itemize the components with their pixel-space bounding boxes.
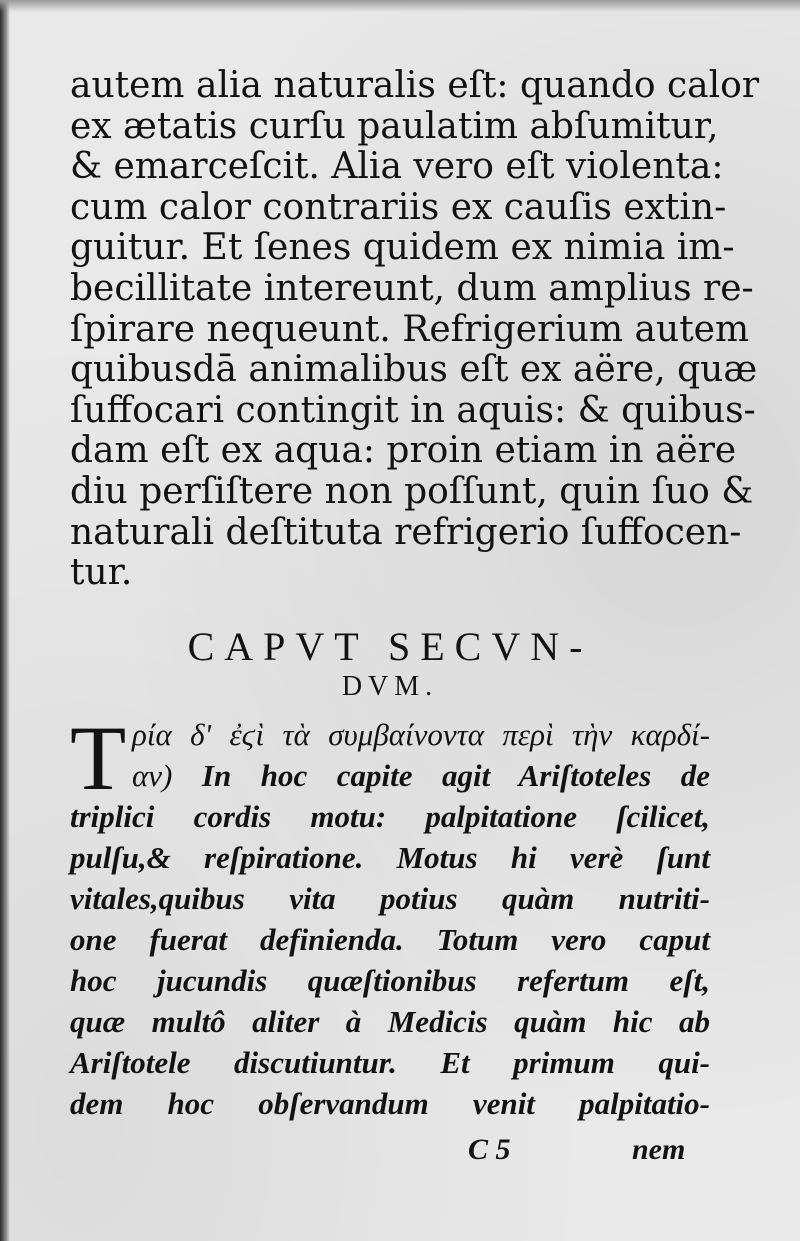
page-edge-shadow [0,0,10,1241]
text-line: & emarceſcit. Alia vero eſt violenta: [70,146,724,188]
text-line: becillitate intereunt, dum amplius re- [70,267,754,309]
text-line: tur. [70,552,133,594]
commentary-line: pulſu,& reſpiratione. Motus hi verè ſunt [70,840,710,875]
commentary-block [70,707,711,1124]
text-line: diu perſiſtere non poſſunt, quin ſuo & [70,470,754,512]
commentary-line: one fuerat definienda. Totum vero caput [70,922,710,957]
text-line: autem alia naturalis eſt: quando calor [70,65,760,106]
main-text-block [70,65,760,594]
commentary-text: In hoc capite agit Ariſtoteles de [201,758,711,793]
greek-quote-end: αν) [132,758,173,793]
text-line: guitur. Et ſenes quidem ex nimia im- [70,227,735,269]
text-line: quibusdā animalibus eſt ex aëre, quæ [70,349,758,391]
chapter-heading [70,622,710,702]
commentary-line: Ariſtotele discutiuntur. Et primum qui- [70,1045,710,1080]
commentary-line [70,755,710,796]
signature-mark: C 5 [468,1133,511,1166]
commentary-line: hoc jucundis quæſtionibus refertum eſt, [70,963,710,998]
chapter-heading-line1: CAPVT SECVN- [187,624,593,669]
chapter-heading-line2: DVM. [341,671,439,702]
text-line: ex ætatis curſu paulatim abſumitur, [70,105,719,147]
commentary-line: vitales,quibus vita potius quàm nutriti- [70,881,710,916]
text-line: dam eſt ex aqua: proin etiam in aëre [70,430,737,472]
drop-cap: T [70,707,127,809]
text-line: ſuffocari contingit in aquis: & quibus- [70,389,756,431]
commentary-line: dem hoc obſervandum venit palpitatio- [70,1086,710,1121]
catchword: nem [632,1133,686,1166]
greek-quote-line: ρία δ' ἐϛὶ τὰ συμβαίνοντα περὶ τὴν καρδί- [132,717,710,752]
text-line: naturali deſtituta refrigerio ſuffocen- [70,511,742,553]
commentary-line: quæ multô aliter à Medicis quàm hic ab [70,1004,710,1039]
text-line: cum calor contrariis ex cauſis extin- [70,186,727,228]
commentary-line: triplici cordis motu: palpitatione ſcilicet, [70,799,710,834]
text-line: ſpirare nequeunt. Refrigerium autem [70,308,750,350]
page-top-shadow [0,0,800,12]
